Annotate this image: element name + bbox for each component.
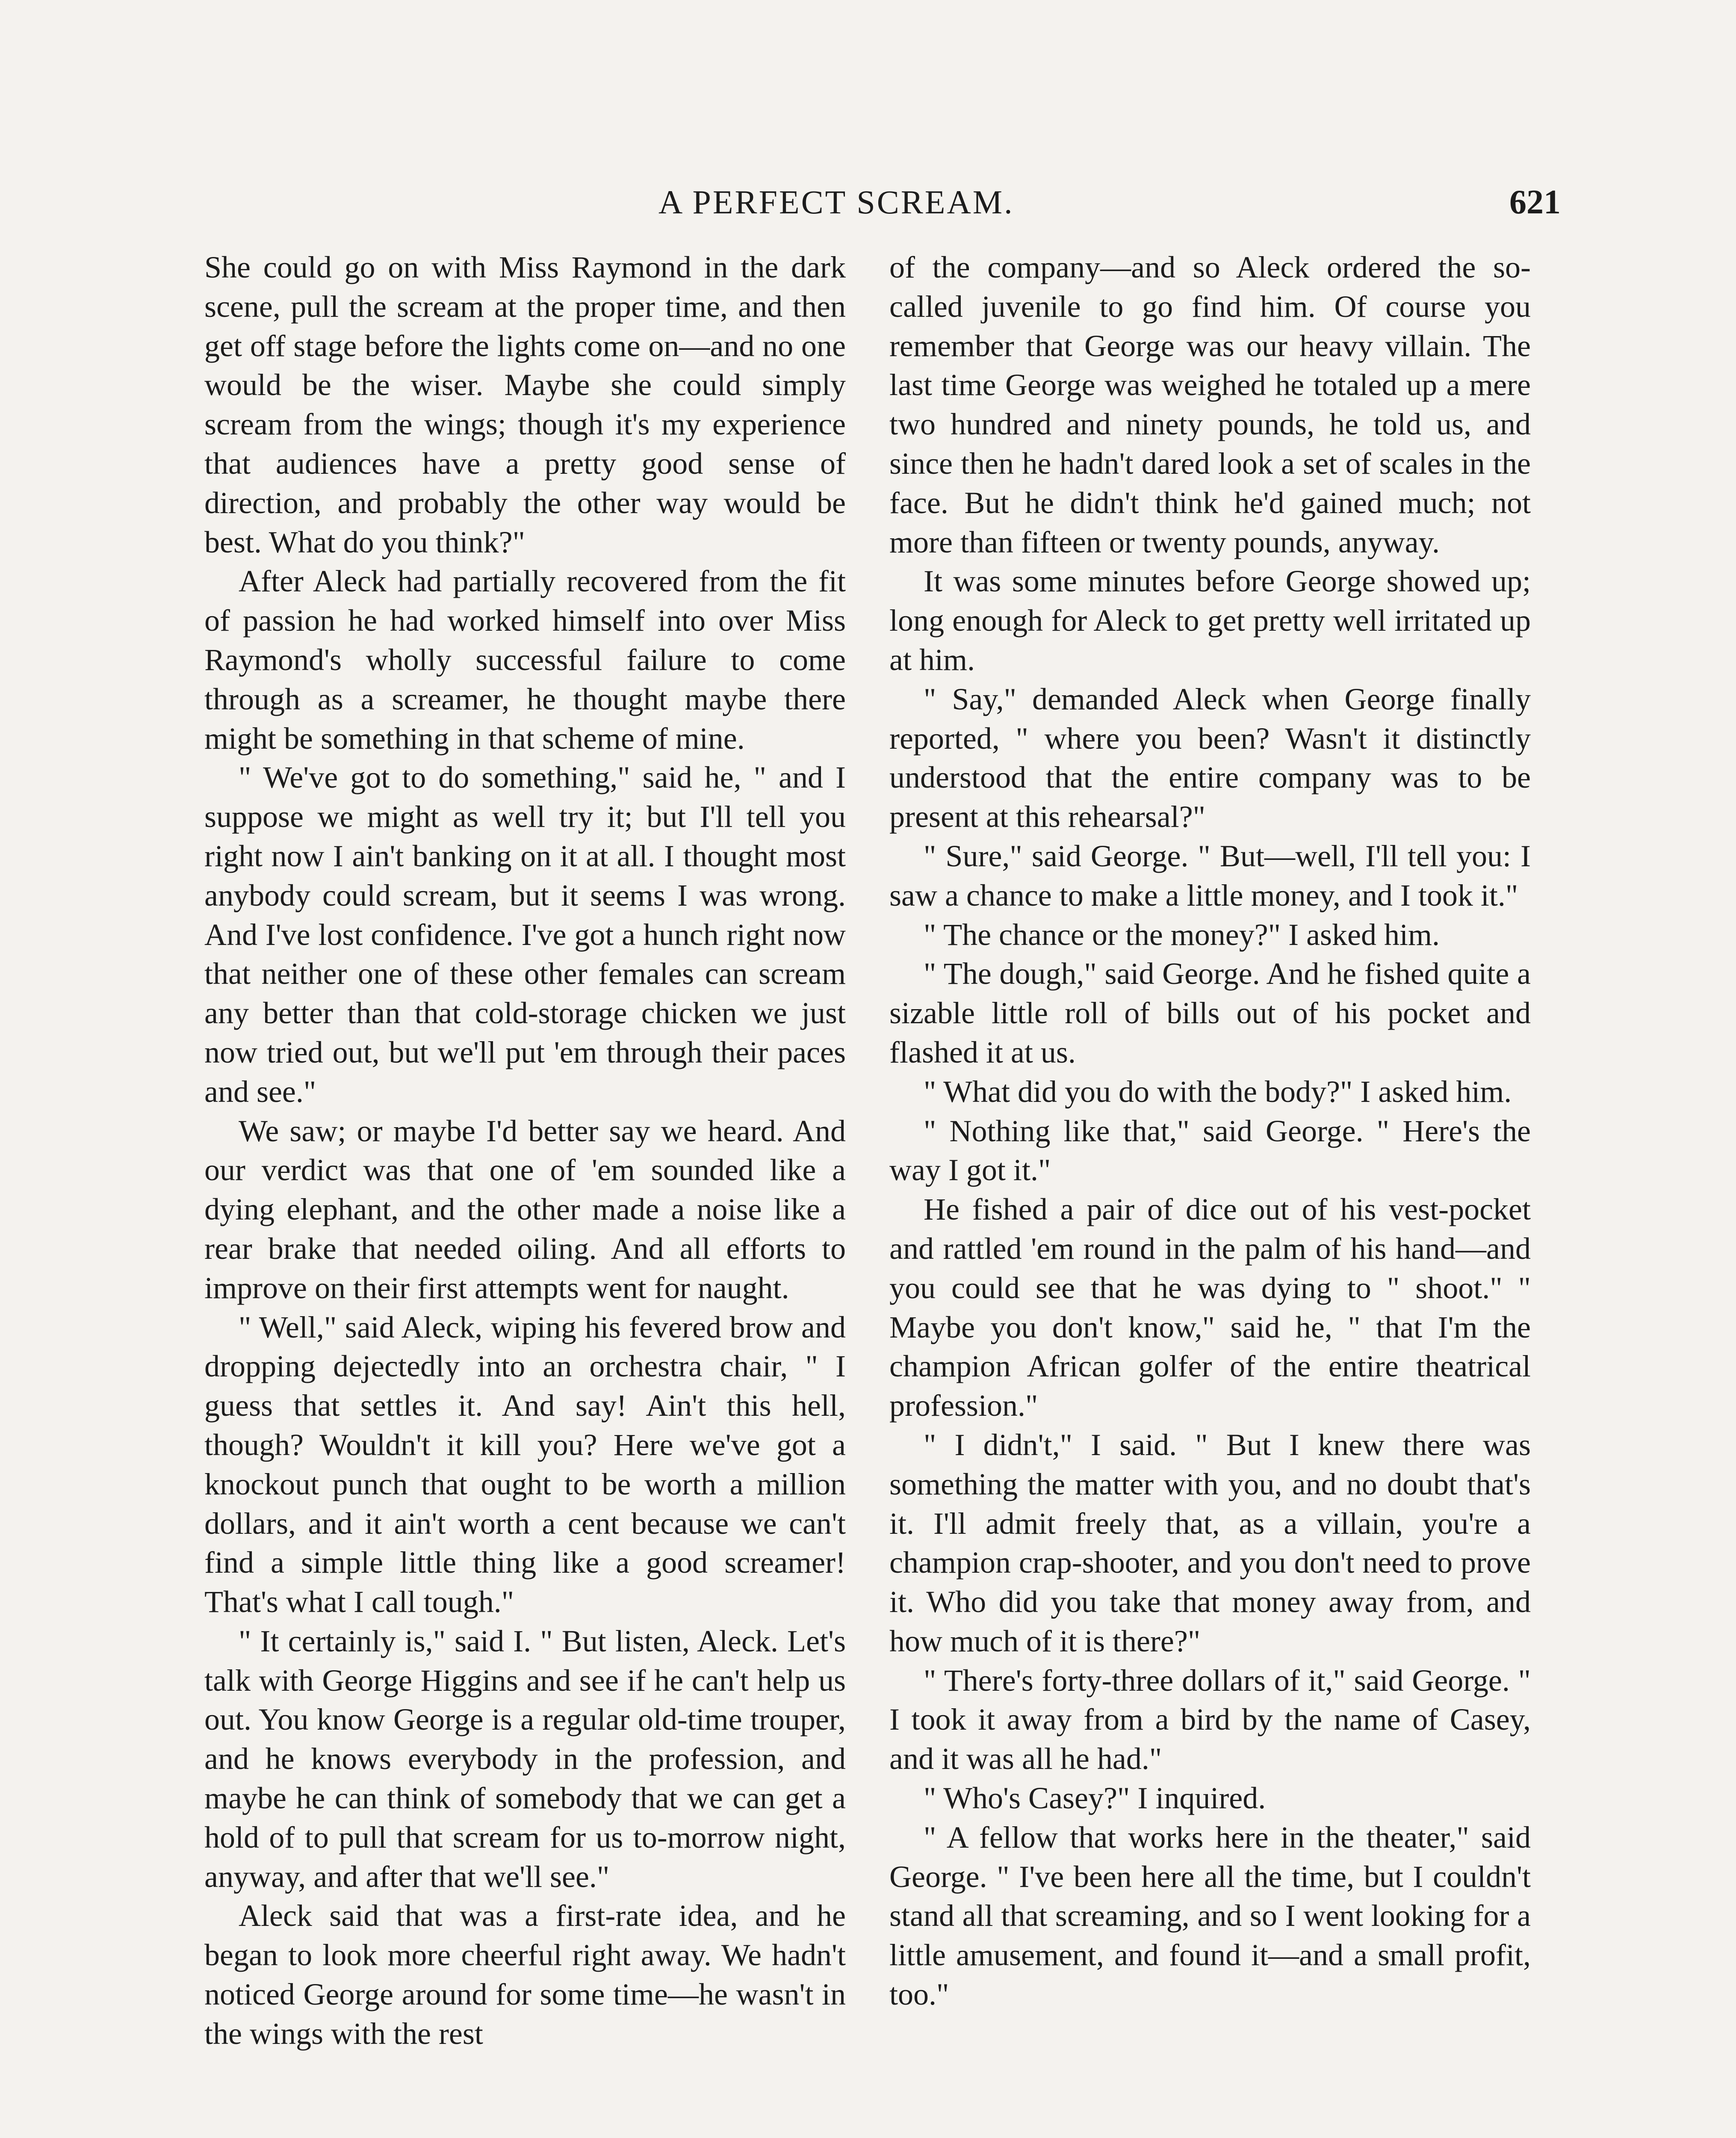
paragraph: " I didn't," I said. " But I knew there was something the matter with you, and no doubt that's it. I'll admit freely that, as a villain, you're a champion crap-shooter, and you don't need to prove it. Who did you take that money away from, and how much of it is there?" — [889, 1427, 1531, 1658]
paragraph: " The chance or the money?" I asked him. — [924, 917, 1440, 952]
paragraph: " A fellow that works here in the theater," said George. " I've been here all the time, but I couldn't stand all that screaming, and so I went looking for a little amusement, and found it—and a small profit, too." — [889, 1820, 1531, 2012]
left-column — [204, 248, 846, 2138]
running-head — [0, 179, 1736, 226]
paragraph: It was some minutes before George showed up; long enough for Aleck to get pretty well irritated up at him. — [889, 564, 1531, 677]
paragraph: " Who's Casey?" I inquired. — [924, 1781, 1266, 1816]
page-number: 621 — [1509, 183, 1561, 221]
paragraph: " Nothing like that," said George. " Here's the way I got it." — [889, 1113, 1531, 1187]
paragraph: " Sure," said George. " But—well, I'll tell you: I saw a chance to make a little money, and I took it." — [889, 839, 1531, 912]
paragraph: " It certainly is," said I. " But listen, Aleck. Let's talk with George Higgins and see if he can't help us out. You know George is a regular old-time trouper, and he knows everybody in the profession, and maybe he can think of somebody that we can get a hold of to pull that scream for us to-morrow night, anyway, and after that we'll see." — [204, 1624, 846, 1894]
paragraph: of the company—and so Aleck ordered the so-called juvenile to go find him. Of course you remember that George was our heavy villain. The last time George was weighed he totaled up a mere two hundred and ninety pounds, he told us, and since then he hadn't dared look a set of scales in the face. But he didn't think he'd gained much; not more than fifteen or twenty pounds, anyway. — [889, 250, 1531, 559]
paragraph: " What did you do with the body?" I asked him. — [924, 1074, 1512, 1109]
paragraph: Aleck said that was a first-rate idea, and he began to look more cheerful right away. We hadn't noticed George around for some time—he wasn't in the wings with the rest — [204, 1899, 846, 2051]
paragraph: " There's forty-three dollars of it," said George. " I took it away from a bird by the name of Casey, and it was all he had." — [889, 1663, 1531, 1776]
right-column — [889, 248, 1531, 2138]
paragraph: She could go on with Miss Raymond in the dark scene, pull the scream at the proper time, and then get off stage before the lights come on—and no one would be the wiser. Maybe she could simply scream from the wings; though it's my experience that audiences have a pretty good sense of direction, and probably the other way would be best. What do you think?" — [204, 250, 846, 559]
paragraph: He fished a pair of dice out of his vest-pocket and rattled 'em round in the palm of his hand—and you could see that he was dying to " shoot." " Maybe you don't know," said he, " that I'm the champion African golfer of the entire theatrical profession." — [889, 1192, 1531, 1423]
paragraph: " The dough," said George. And he fished quite a sizable little roll of bills out of his pocket and flashed it at us. — [889, 957, 1531, 1069]
paragraph: After Aleck had partially recovered from the fit of passion he had worked himself into over Miss Raymond's wholly successful failure to come through as a screamer, he thought maybe there might be something in that scheme of mine. — [204, 564, 846, 756]
paragraph: " We've got to do something," said he, " and I suppose we might as well try it; but I'll tell you right now I ain't banking on it at all. I thought most anybody could scream, but it seems I was wrong. And I've lost confidence. I've got a hunch right now that neither one of these other females can scream any better than that cold-storage chicken we just now tried out, but we'll put 'em through their paces and see." — [204, 760, 846, 1109]
paragraph: We saw; or maybe I'd better say we heard. And our verdict was that one of 'em sounded like a dying elephant, and the other made a noise like a rear brake that needed oiling. And all efforts to improve on their first attempts went for naught. — [204, 1113, 846, 1305]
running-title: A PERFECT SCREAM. — [658, 183, 1014, 221]
paragraph: " Well," said Aleck, wiping his fevered brow and dropping dejectedly into an orchestra chair, " I guess that settles it. And say! Ain't this hell, though? Wouldn't it kill you? Here we've got a knockout punch that ought to be worth a million dollars, and it ain't worth a cent because we can't find a simple little thing like a good screamer! That's what I call tough." — [204, 1310, 846, 1619]
paragraph: " Say," demanded Aleck when George finally reported, " where you been? Wasn't it distinctly understood that the entire company was to be present at this rehearsal?" — [889, 682, 1531, 834]
